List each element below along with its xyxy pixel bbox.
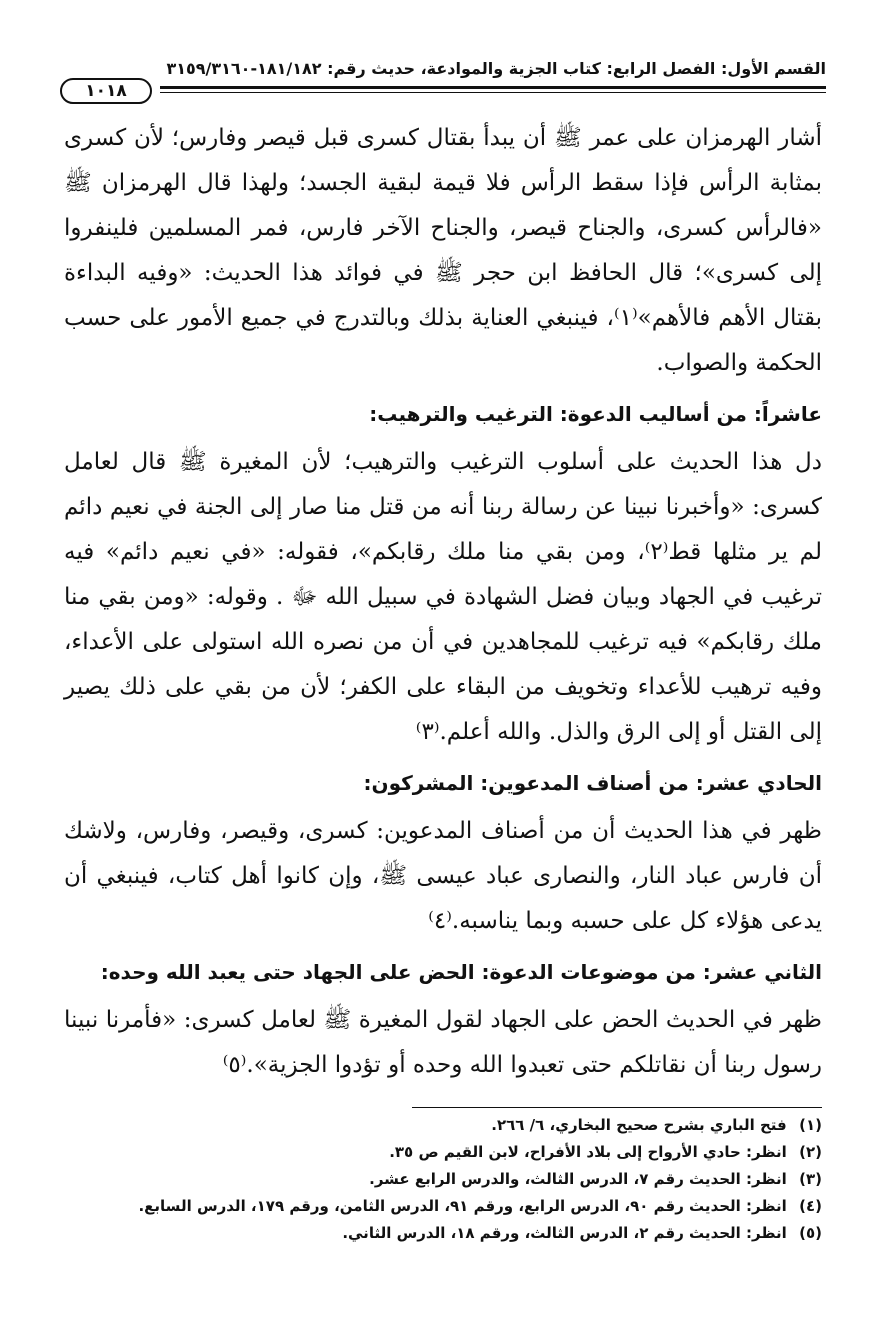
footnote-number: (٥) [799,1224,822,1242]
section-heading-11: الحادي عشر: من أصناف المدعوين: المشركون: [363,771,822,795]
footnote-text: فتح الباري بشرح صحيح البخاري، ٦/ ٢٦٦. [491,1116,787,1134]
section-heading-10: عاشراً: من أساليب الدعوة: الترغيب والترهيب: [369,402,822,426]
paragraph-3: ظهر في هذا الحديث أن من أصناف المدعوين: كسرى، وقيصر، وفارس، ولاشك أن فارس عباد النار، والنصارى عباد عيسى ﷺ، وإن كانوا أهل كتاب، فينبغي أن يدعى هؤلاء كل على حسبه وبما يناسبه.⁽٤⁾ [64,818,822,934]
paragraph-4: ظهر في الحديث الحض على الجهاد لقول المغيرة ﷺ لعامل كسرى: «فأمرنا نبينا رسول ربنا أن نقاتلكم حتى تعبدوا الله وحده أو تؤدوا الجزية».⁽٥⁾ [64,1007,822,1078]
footnote-item [64,1139,822,1166]
footnote-number: (٤) [799,1197,822,1215]
header-rule-thick [160,86,826,89]
footnote-number: (١) [799,1116,822,1134]
paragraph-2: دل هذا الحديث على أسلوب الترغيب والترهيب؛ لأن المغيرة ﷺ قال لعامل كسرى: «وأخبرنا نبينا عن رسالة ربنا أنه من قتل منا صار إلى الجنة في نعيم دائم لم ير مثلها قط⁽٢⁾، ومن بقي منا ملك رقابكم»، فقوله: «في نعيم دائم» فيه ترغيب في الجهاد وبيان فضل الشهادة في سبيل الله ﷻ . وقوله: «ومن بقي منا ملك رقابكم» فيه ترغيب للمجاهدين في أن من نصره الله استولى على الأعداء، وفيه ترهيب للأعداء وتخويف من البقاء على الكفر؛ لأن من بقي على ذلك يصير إلى القتل أو إلى الرق والذل. والله أعلم.⁽٣⁾ [64,449,822,745]
footnote-item [64,1220,822,1247]
footnote-separator [412,1107,822,1108]
footnote-item [64,1166,822,1193]
footnote-text: انظر: الحديث رقم ٢، الدرس الثالث، ورقم ١٨، الدرس الثاني. [342,1224,787,1242]
main-text [64,116,822,1088]
header-rule-thin [160,92,826,93]
page-number-badge: ١٠١٨ [60,78,152,104]
footnote-item [64,1112,822,1139]
footnote-text: انظر: الحديث رقم ٩٠، الدرس الرابع، ورقم ٩١، الدرس الثامن، ورقم ١٧٩، الدرس السابع. [138,1197,787,1215]
section-heading-12: الثاني عشر: من موضوعات الدعوة: الحض على الجهاد حتى يعبد الله وحده: [100,960,822,984]
footnote-number: (٣) [799,1170,822,1188]
running-header: القسم الأول: الفصل الرابع: كتاب الجزية والموادعة، حديث رقم: ١٨١/١٨٢-٣١٥٩/٣١٦٠ [166,59,826,78]
footnote-item [64,1193,822,1220]
paragraph-1: أشار الهرمزان على عمر ﷺ أن يبدأ بقتال كسرى قبل قيصر وفارس؛ لأن كسرى بمثابة الرأس فإذا سقط الرأس فلا قيمة لبقية الجسد؛ ولهذا قال الهرمزان ﷺ «فالرأس كسرى، والجناح قيصر، والجناح الآخر فارس، فمر المسلمين فلينفروا إلى كسرى»؛ قال الحافظ ابن حجر ﷺ في فوائد هذا الحديث: «وفيه البداءة بقتال الأهم فالأهم»⁽١⁾، فينبغي العناية بذلك وبالتدرج في جميع الأمور على حسب الحكمة والصواب. [64,125,822,376]
footnotes [64,1112,822,1247]
footnote-text: انظر: حادي الأرواح إلى بلاد الأفراح، لابن القيم ص ٣٥. [389,1143,787,1161]
footnote-text: انظر: الحديث رقم ٧، الدرس الثالث، والدرس الرابع عشر. [369,1170,787,1188]
footnote-number: (٢) [799,1143,822,1161]
